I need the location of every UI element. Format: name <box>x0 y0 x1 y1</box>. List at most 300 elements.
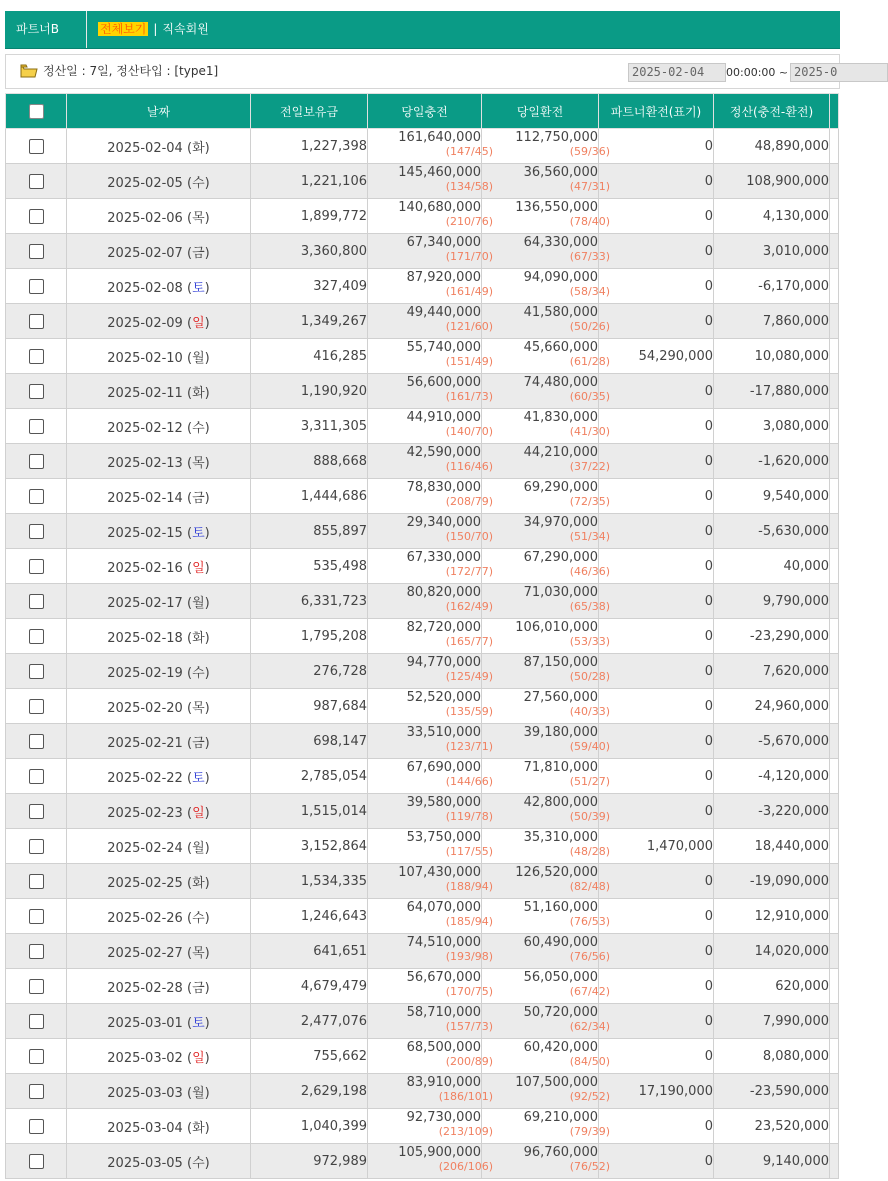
daily-charge-cell <box>368 549 493 584</box>
date-cell: 2025-02-12 (수) <box>67 409 251 444</box>
row-checkbox[interactable] <box>29 804 44 819</box>
row-checkbox[interactable] <box>29 769 44 784</box>
charge-amount: 39,580,000 <box>406 795 481 810</box>
exchange-count: (50/39) <box>569 810 610 823</box>
table-header-row <box>6 94 839 129</box>
charge-count: (125/49) <box>445 670 493 683</box>
date-text: 2025-02-26 <box>107 910 183 926</box>
table-row[interactable] <box>6 724 839 759</box>
table-row[interactable] <box>6 269 839 304</box>
direct-members-link[interactable]: 직속회원 <box>162 22 209 36</box>
overflow-cell <box>830 479 839 514</box>
row-checkbox-cell <box>6 829 67 864</box>
daily-exchange-cell <box>482 164 610 199</box>
charge-amount: 94,770,000 <box>406 655 481 670</box>
day-of-week: 월 <box>192 1085 205 1101</box>
table-row[interactable] <box>6 164 839 199</box>
daily-charge-cell <box>368 899 493 934</box>
daily-charge-cell <box>368 444 493 479</box>
table-row[interactable] <box>6 304 839 339</box>
table-row[interactable] <box>6 689 839 724</box>
col-header-date[interactable]: 날짜 <box>67 94 251 129</box>
settlement-cell: -6,170,000 <box>714 269 830 304</box>
date-cell: 2025-02-20 (목) <box>67 689 251 724</box>
row-checkbox-cell <box>6 269 67 304</box>
date-text: 2025-02-25 <box>107 875 183 891</box>
settlement-cell: 23,520,000 <box>714 1109 830 1144</box>
prev-balance-cell: 755,662 <box>251 1039 368 1074</box>
col-header-prev-balance[interactable]: 전일보유금 <box>251 94 368 129</box>
date-cell: 2025-02-15 (토) <box>67 514 251 549</box>
day-of-week: 금 <box>192 490 205 506</box>
date-cell: 2025-02-06 (목) <box>67 199 251 234</box>
exchange-amount: 51,160,000 <box>523 900 598 915</box>
table-row[interactable] <box>6 759 839 794</box>
row-checkbox[interactable] <box>29 209 44 224</box>
partner-exchange-cell: 0 <box>599 1109 714 1144</box>
day-of-week: 일 <box>192 1050 205 1066</box>
charge-count: (165/77) <box>445 635 493 648</box>
exchange-amount: 69,290,000 <box>523 480 598 495</box>
charge-count: (121/60) <box>445 320 493 333</box>
daily-charge-cell <box>368 479 493 514</box>
date-text: 2025-03-02 <box>107 1050 183 1066</box>
exchange-amount: 64,330,000 <box>523 235 598 250</box>
settlement-cell: 48,890,000 <box>714 129 830 164</box>
table-row[interactable] <box>6 1109 839 1144</box>
table-row[interactable] <box>6 514 839 549</box>
exchange-count: (76/52) <box>569 1160 610 1173</box>
charge-amount: 83,910,000 <box>406 1075 481 1090</box>
table-row[interactable] <box>6 969 839 1004</box>
row-checkbox-cell <box>6 794 67 829</box>
date-text: 2025-02-12 <box>107 420 183 436</box>
overflow-cell <box>830 549 839 584</box>
charge-amount: 55,740,000 <box>406 340 481 355</box>
charge-count: (116/46) <box>445 460 493 473</box>
date-cell: 2025-02-16 (일) <box>67 549 251 584</box>
charge-count: (200/89) <box>445 1055 493 1068</box>
day-of-week: 토 <box>192 525 205 541</box>
exchange-amount: 42,800,000 <box>523 795 598 810</box>
charge-count: (150/70) <box>445 530 493 543</box>
overflow-cell <box>830 234 839 269</box>
daily-exchange-cell <box>482 1109 610 1144</box>
daily-exchange-cell <box>482 864 610 899</box>
exchange-amount: 69,210,000 <box>523 1110 598 1125</box>
daily-charge-cell <box>368 934 493 969</box>
exchange-amount: 60,490,000 <box>523 935 598 950</box>
date-cell: 2025-02-04 (화) <box>67 129 251 164</box>
charge-count: (185/94) <box>445 915 493 928</box>
overflow-cell <box>830 444 839 479</box>
prev-balance-cell: 1,246,643 <box>251 899 368 934</box>
charge-amount: 67,330,000 <box>406 550 481 565</box>
day-of-week: 일 <box>192 805 205 821</box>
row-checkbox[interactable] <box>29 1014 44 1029</box>
prev-balance-cell: 1,899,772 <box>251 199 368 234</box>
all-view-link[interactable]: 전체보기 <box>100 22 147 36</box>
partner-exchange-cell: 0 <box>599 794 714 829</box>
col-header-partner-exchange[interactable]: 파트너환전(표기) <box>599 94 714 129</box>
date-text: 2025-02-24 <box>107 840 183 856</box>
row-checkbox-cell <box>6 899 67 934</box>
prev-balance-cell: 1,227,398 <box>251 129 368 164</box>
row-checkbox[interactable] <box>29 1049 44 1064</box>
charge-count: (157/73) <box>445 1020 493 1033</box>
prev-balance-cell: 416,285 <box>251 339 368 374</box>
row-checkbox-cell <box>6 1109 67 1144</box>
row-checkbox-cell <box>6 934 67 969</box>
date-text: 2025-03-04 <box>107 1120 183 1136</box>
partner-exchange-cell: 0 <box>599 899 714 934</box>
prev-balance-cell: 3,152,864 <box>251 829 368 864</box>
exchange-count: (60/35) <box>569 390 610 403</box>
charge-amount: 33,510,000 <box>406 725 481 740</box>
day-of-week: 수 <box>192 420 205 436</box>
date-to-input[interactable]: 2025-0 <box>790 63 888 82</box>
overflow-cell <box>830 269 839 304</box>
time-from-label: 00:00:00 ~ <box>726 66 789 79</box>
date-cell: 2025-02-18 (화) <box>67 619 251 654</box>
charge-count: (170/75) <box>445 985 493 998</box>
charge-count: (206/106) <box>438 1160 493 1173</box>
row-checkbox[interactable] <box>29 349 44 364</box>
daily-charge-cell <box>368 864 493 899</box>
row-checkbox[interactable] <box>29 524 44 539</box>
row-checkbox[interactable] <box>29 699 44 714</box>
date-cell: 2025-02-23 (일) <box>67 794 251 829</box>
daily-exchange-cell <box>482 409 610 444</box>
row-checkbox[interactable] <box>29 489 44 504</box>
date-text: 2025-02-14 <box>107 490 183 506</box>
charge-amount: 74,510,000 <box>406 935 481 950</box>
partner-exchange-cell: 0 <box>599 689 714 724</box>
exchange-count: (59/40) <box>569 740 610 753</box>
charge-amount: 68,500,000 <box>406 1040 481 1055</box>
row-checkbox[interactable] <box>29 979 44 994</box>
exchange-amount: 107,500,000 <box>515 1075 598 1090</box>
charge-amount: 53,750,000 <box>406 830 481 845</box>
prev-balance-cell: 3,360,800 <box>251 234 368 269</box>
day-of-week: 토 <box>192 280 205 296</box>
partner-exchange-cell: 0 <box>599 934 714 969</box>
prev-balance-cell: 1,040,399 <box>251 1109 368 1144</box>
row-checkbox[interactable] <box>29 1084 44 1099</box>
daily-charge-cell <box>368 374 493 409</box>
table-row[interactable] <box>6 934 839 969</box>
row-checkbox[interactable] <box>29 454 44 469</box>
exchange-amount: 45,660,000 <box>523 340 598 355</box>
charge-amount: 92,730,000 <box>406 1110 481 1125</box>
daily-exchange-cell <box>482 619 610 654</box>
daily-exchange-cell <box>482 1074 610 1109</box>
daily-exchange-cell <box>482 374 610 409</box>
daily-exchange-cell <box>482 339 610 374</box>
table-row[interactable] <box>6 1074 839 1109</box>
table-row[interactable] <box>6 444 839 479</box>
settlement-cell: 4,130,000 <box>714 199 830 234</box>
exchange-count: (50/28) <box>569 670 610 683</box>
charge-amount: 49,440,000 <box>406 305 481 320</box>
partner-exchange-cell: 0 <box>599 584 714 619</box>
daily-exchange-cell <box>482 724 610 759</box>
table-row[interactable] <box>6 654 839 689</box>
exchange-amount: 34,970,000 <box>523 515 598 530</box>
table-row[interactable] <box>6 584 839 619</box>
row-checkbox[interactable] <box>29 594 44 609</box>
day-of-week: 금 <box>192 735 205 751</box>
table-row[interactable] <box>6 339 839 374</box>
charge-count: (140/70) <box>445 425 493 438</box>
charge-count: (123/71) <box>445 740 493 753</box>
daily-charge-cell <box>368 304 493 339</box>
overflow-cell <box>830 304 839 339</box>
partner-exchange-cell: 0 <box>599 1039 714 1074</box>
date-cell: 2025-02-07 (금) <box>67 234 251 269</box>
date-text: 2025-02-19 <box>107 665 183 681</box>
table-row[interactable] <box>6 794 839 829</box>
row-checkbox[interactable] <box>29 384 44 399</box>
overflow-cell <box>830 899 839 934</box>
date-cell: 2025-02-17 (월) <box>67 584 251 619</box>
partner-exchange-cell: 17,190,000 <box>599 1074 714 1109</box>
charge-count: (213/109) <box>438 1125 493 1138</box>
daily-charge-cell <box>368 269 493 304</box>
settlement-info-text: 정산일 : 7일, 정산타입 : [type1] <box>43 64 219 78</box>
settlement-info-bar <box>5 54 840 89</box>
date-text: 2025-02-13 <box>107 455 183 471</box>
row-checkbox[interactable] <box>29 419 44 434</box>
date-text: 2025-02-07 <box>107 245 183 261</box>
row-checkbox-cell <box>6 129 67 164</box>
row-checkbox-cell <box>6 1144 67 1179</box>
row-checkbox-cell <box>6 1074 67 1109</box>
settlement-cell: 9,540,000 <box>714 479 830 514</box>
exchange-amount: 41,580,000 <box>523 305 598 320</box>
folder-icon <box>20 64 38 78</box>
settlement-cell: 9,140,000 <box>714 1144 830 1179</box>
charge-amount: 67,690,000 <box>406 760 481 775</box>
day-of-week: 일 <box>192 315 205 331</box>
row-checkbox-cell <box>6 339 67 374</box>
date-from-input[interactable]: 2025-02-04 <box>628 63 726 82</box>
row-checkbox-cell <box>6 969 67 1004</box>
day-of-week: 목 <box>192 945 205 961</box>
table-row[interactable] <box>6 829 839 864</box>
daily-exchange-cell <box>482 689 610 724</box>
settlement-cell: -23,290,000 <box>714 619 830 654</box>
table-row[interactable] <box>6 409 839 444</box>
exchange-amount: 41,830,000 <box>523 410 598 425</box>
row-checkbox[interactable] <box>29 909 44 924</box>
prev-balance-cell: 6,331,723 <box>251 584 368 619</box>
date-text: 2025-02-27 <box>107 945 183 961</box>
exchange-count: (51/27) <box>569 775 610 788</box>
prev-balance-cell: 3,311,305 <box>251 409 368 444</box>
row-checkbox-cell <box>6 374 67 409</box>
settlement-cell: -5,670,000 <box>714 724 830 759</box>
exchange-count: (76/53) <box>569 915 610 928</box>
charge-count: (210/76) <box>445 215 493 228</box>
daily-charge-cell <box>368 129 493 164</box>
exchange-count: (65/38) <box>569 600 610 613</box>
day-of-week: 목 <box>192 210 205 226</box>
settlement-cell: 10,080,000 <box>714 339 830 374</box>
daily-exchange-cell <box>482 444 610 479</box>
charge-amount: 58,710,000 <box>406 1005 481 1020</box>
prev-balance-cell: 2,785,054 <box>251 759 368 794</box>
row-checkbox[interactable] <box>29 559 44 574</box>
exchange-amount: 87,150,000 <box>523 655 598 670</box>
partner-exchange-cell: 1,470,000 <box>599 829 714 864</box>
table-row[interactable] <box>6 864 839 899</box>
row-checkbox[interactable] <box>29 839 44 854</box>
row-checkbox-cell <box>6 164 67 199</box>
prev-balance-cell: 1,349,267 <box>251 304 368 339</box>
row-checkbox[interactable] <box>29 279 44 294</box>
row-checkbox[interactable] <box>29 139 44 154</box>
settlement-cell: 24,960,000 <box>714 689 830 724</box>
col-header-daily-exchange[interactable]: 당일환전 <box>482 94 599 129</box>
day-of-week: 화 <box>192 1120 205 1136</box>
table-row[interactable] <box>6 234 839 269</box>
prev-balance-cell: 641,651 <box>251 934 368 969</box>
row-checkbox[interactable] <box>29 314 44 329</box>
prev-balance-cell: 1,534,335 <box>251 864 368 899</box>
charge-count: (117/55) <box>445 845 493 858</box>
row-checkbox[interactable] <box>29 174 44 189</box>
prev-balance-cell: 2,629,198 <box>251 1074 368 1109</box>
prev-balance-cell: 1,221,106 <box>251 164 368 199</box>
charge-count: (193/98) <box>445 950 493 963</box>
table-row[interactable] <box>6 549 839 584</box>
settlement-cell: 9,790,000 <box>714 584 830 619</box>
partner-exchange-cell: 0 <box>599 969 714 1004</box>
exchange-amount: 74,480,000 <box>523 375 598 390</box>
daily-exchange-cell <box>482 1144 610 1179</box>
charge-count: (188/94) <box>445 880 493 893</box>
partner-exchange-cell: 0 <box>599 199 714 234</box>
row-checkbox[interactable] <box>29 664 44 679</box>
partner-exchange-cell: 0 <box>599 514 714 549</box>
charge-count: (162/49) <box>445 600 493 613</box>
date-cell: 2025-02-09 (일) <box>67 304 251 339</box>
row-checkbox[interactable] <box>29 1154 44 1169</box>
date-cell: 2025-02-11 (화) <box>67 374 251 409</box>
overflow-cell <box>830 339 839 374</box>
overflow-cell <box>830 654 839 689</box>
prev-balance-cell: 1,515,014 <box>251 794 368 829</box>
daily-exchange-cell <box>482 654 610 689</box>
date-cell: 2025-03-03 (월) <box>67 1074 251 1109</box>
daily-exchange-cell <box>482 899 610 934</box>
date-text: 2025-02-08 <box>107 280 183 296</box>
select-all-checkbox[interactable] <box>29 104 44 119</box>
prev-balance-cell: 698,147 <box>251 724 368 759</box>
charge-amount: 80,820,000 <box>406 585 481 600</box>
settlement-cell: -3,220,000 <box>714 794 830 829</box>
partner-exchange-cell: 0 <box>599 549 714 584</box>
charge-count: (171/70) <box>445 250 493 263</box>
day-of-week: 화 <box>192 140 205 156</box>
charge-amount: 42,590,000 <box>406 445 481 460</box>
exchange-count: (48/28) <box>569 845 610 858</box>
row-checkbox[interactable] <box>29 1119 44 1134</box>
settlement-cell: 3,080,000 <box>714 409 830 444</box>
overflow-cell <box>830 1144 839 1179</box>
exchange-amount: 50,720,000 <box>523 1005 598 1020</box>
col-header-daily-charge[interactable]: 당일충전 <box>368 94 482 129</box>
table-row[interactable] <box>6 1004 839 1039</box>
daily-charge-cell <box>368 619 493 654</box>
row-checkbox-cell <box>6 304 67 339</box>
exchange-amount: 67,290,000 <box>523 550 598 565</box>
date-cell: 2025-02-08 (토) <box>67 269 251 304</box>
overflow-cell <box>830 1109 839 1144</box>
table-row[interactable] <box>6 619 839 654</box>
charge-amount: 140,680,000 <box>398 200 481 215</box>
exchange-count: (58/34) <box>569 285 610 298</box>
charge-count: (151/49) <box>445 355 493 368</box>
row-checkbox[interactable] <box>29 874 44 889</box>
overflow-cell <box>830 619 839 654</box>
settlement-cell: 620,000 <box>714 969 830 1004</box>
partner-exchange-cell: 0 <box>599 164 714 199</box>
table-row[interactable] <box>6 899 839 934</box>
table-row[interactable] <box>6 1144 839 1179</box>
daily-charge-cell <box>368 409 493 444</box>
prev-balance-cell: 855,897 <box>251 514 368 549</box>
partner-name: 파트너B <box>5 11 87 48</box>
overflow-cell <box>830 794 839 829</box>
table-row[interactable] <box>6 374 839 409</box>
overflow-cell <box>830 934 839 969</box>
exchange-count: (59/36) <box>569 145 610 158</box>
row-checkbox[interactable] <box>29 944 44 959</box>
partner-exchange-cell: 0 <box>599 864 714 899</box>
daily-exchange-cell <box>482 584 610 619</box>
date-text: 2025-02-06 <box>107 210 183 226</box>
prev-balance-cell: 276,728 <box>251 654 368 689</box>
exchange-amount: 27,560,000 <box>523 690 598 705</box>
col-header-settlement[interactable]: 정산(충전-환전) <box>714 94 830 129</box>
partner-exchange-cell: 0 <box>599 724 714 759</box>
row-checkbox-cell <box>6 199 67 234</box>
row-checkbox[interactable] <box>29 629 44 644</box>
table-row[interactable] <box>6 129 839 164</box>
date-cell: 2025-03-01 (토) <box>67 1004 251 1039</box>
daily-charge-cell <box>368 829 493 864</box>
exchange-amount: 39,180,000 <box>523 725 598 740</box>
exchange-count: (47/31) <box>569 180 610 193</box>
table-row[interactable] <box>6 1039 839 1074</box>
charge-amount: 44,910,000 <box>406 410 481 425</box>
exchange-amount: 44,210,000 <box>523 445 598 460</box>
daily-charge-cell <box>368 1004 493 1039</box>
daily-exchange-cell <box>482 304 610 339</box>
table-row[interactable] <box>6 199 839 234</box>
settlement-cell: 3,010,000 <box>714 234 830 269</box>
exchange-amount: 96,760,000 <box>523 1145 598 1160</box>
exchange-count: (53/33) <box>569 635 610 648</box>
row-checkbox[interactable] <box>29 244 44 259</box>
row-checkbox-cell <box>6 619 67 654</box>
partner-exchange-cell: 0 <box>599 409 714 444</box>
row-checkbox[interactable] <box>29 734 44 749</box>
daily-charge-cell <box>368 514 493 549</box>
table-row[interactable] <box>6 479 839 514</box>
